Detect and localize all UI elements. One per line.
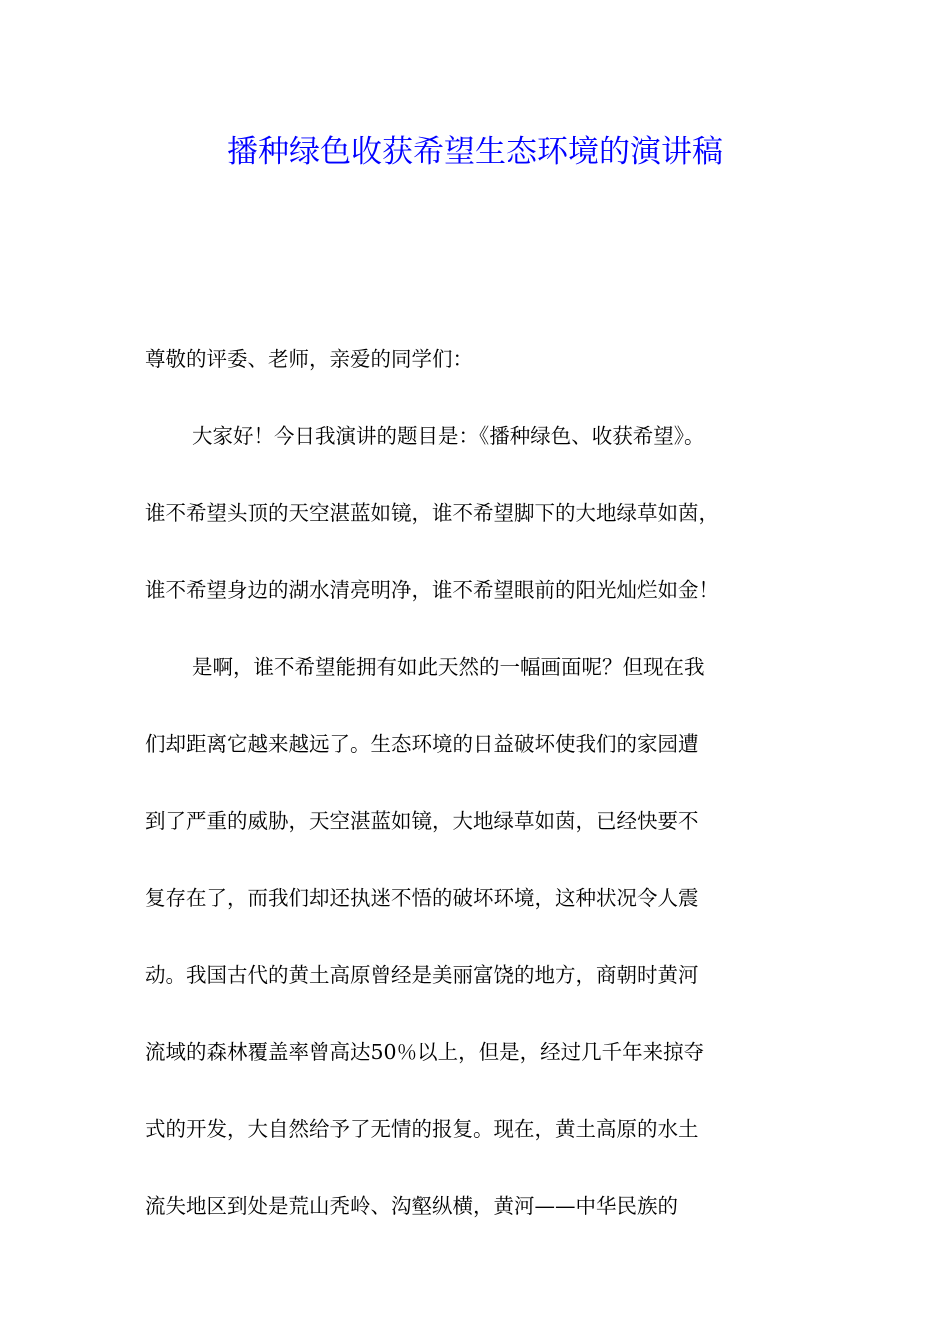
paragraph-1-line-3: 谁不希望身边的湖水清亮明净，谁不希望眼前的阳光灿烂如金！ <box>145 578 719 602</box>
paragraph-2-line-6: 流域的森林覆盖率曾高达50％以上，但是，经过几千年来掠夺 <box>145 1040 705 1064</box>
paragraph-2-line-7: 式的开发，大自然给予了无情的报复。现在，黄土高原的水土 <box>145 1117 699 1141</box>
paragraph-2-line-2: 们却距离它越来越远了。生态环境的日益破坏使我们的家园遭 <box>145 732 699 756</box>
paragraph-1-line-2: 谁不希望头顶的天空湛蓝如镜，谁不希望脚下的大地绿草如茵， <box>145 501 719 525</box>
paragraph-2-line-3: 到了严重的威胁，天空湛蓝如镜，大地绿草如茵，已经快要不 <box>145 809 699 833</box>
salutation-line: 尊敬的评委、老师，亲爱的同学们： <box>145 347 473 371</box>
document-title: 播种绿色收获希望生态环境的演讲稿 <box>227 134 723 170</box>
paragraph-2-line-1: 是啊，谁不希望能拥有如此天然的一幅画面呢？但现在我 <box>192 655 705 679</box>
paragraph-2-line-4: 复存在了，而我们却还执迷不悟的破坏环境，这种状况令人震 <box>145 886 699 910</box>
paragraph-1-line-1: 大家好！今日我演讲的题目是：《播种绿色、收获希望》。 <box>192 424 705 448</box>
paragraph-2-line-5: 动。我国古代的黄土高原曾经是美丽富饶的地方，商朝时黄河 <box>145 963 699 987</box>
paragraph-2-line-8: 流失地区到处是荒山秃岭、沟壑纵横，黄河——中华民族的 <box>145 1194 678 1218</box>
